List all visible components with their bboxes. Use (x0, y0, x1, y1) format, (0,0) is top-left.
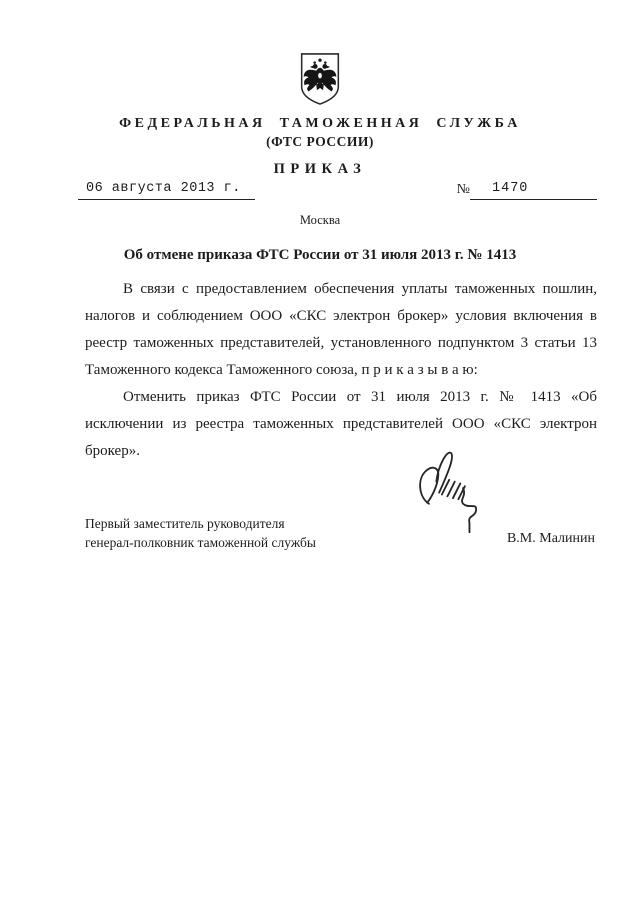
body-paragraph: Отменить приказ ФТС России от 31 июля 2013 г. № 1413 «Об исключении из реестра таможенных представителей ООО «СКС электрон брокер». (85, 389, 597, 459)
order-number: 1470 (470, 181, 597, 200)
signature-block (0, 515, 640, 552)
signer-position (85, 515, 316, 552)
order-number-group (457, 181, 597, 200)
city-label: Москва (299, 213, 341, 227)
organization-abbreviation: (ФТС РОССИИ) (266, 134, 374, 149)
signer-name: В.М. Малинин (506, 531, 595, 546)
body-paragraph: В связи с предоставлением обеспечения уплаты таможенных пошлин, налогов и соблюдением ООО «СКС электрон брокер» условия включения в реестр таможенных представителей, установленного подпунктом 3 статьи 13 Таможенного кодекса Таможенного союза, п р и к а з ы в а ю: (85, 281, 597, 378)
emblem-container (0, 0, 640, 111)
date-and-number-row (0, 181, 640, 200)
organization-name: ФЕДЕРАЛЬНАЯ ТАМОЖЕННАЯ СЛУЖБА (119, 116, 521, 131)
signer-position-line1: Первый заместитель руководителя (85, 516, 285, 531)
order-title: Об отмене приказа ФТС России от 31 июля 2013 г. № 1413 (123, 247, 517, 263)
order-date: 06 августа 2013 г. (78, 181, 255, 200)
double-headed-eagle-emblem-icon (297, 52, 343, 111)
order-body (0, 276, 640, 465)
document-type-heading: ПРИКАЗ (273, 161, 367, 177)
signer-position-line2: генерал-полковник таможенной службы (85, 534, 316, 550)
number-sign: № (456, 182, 470, 197)
